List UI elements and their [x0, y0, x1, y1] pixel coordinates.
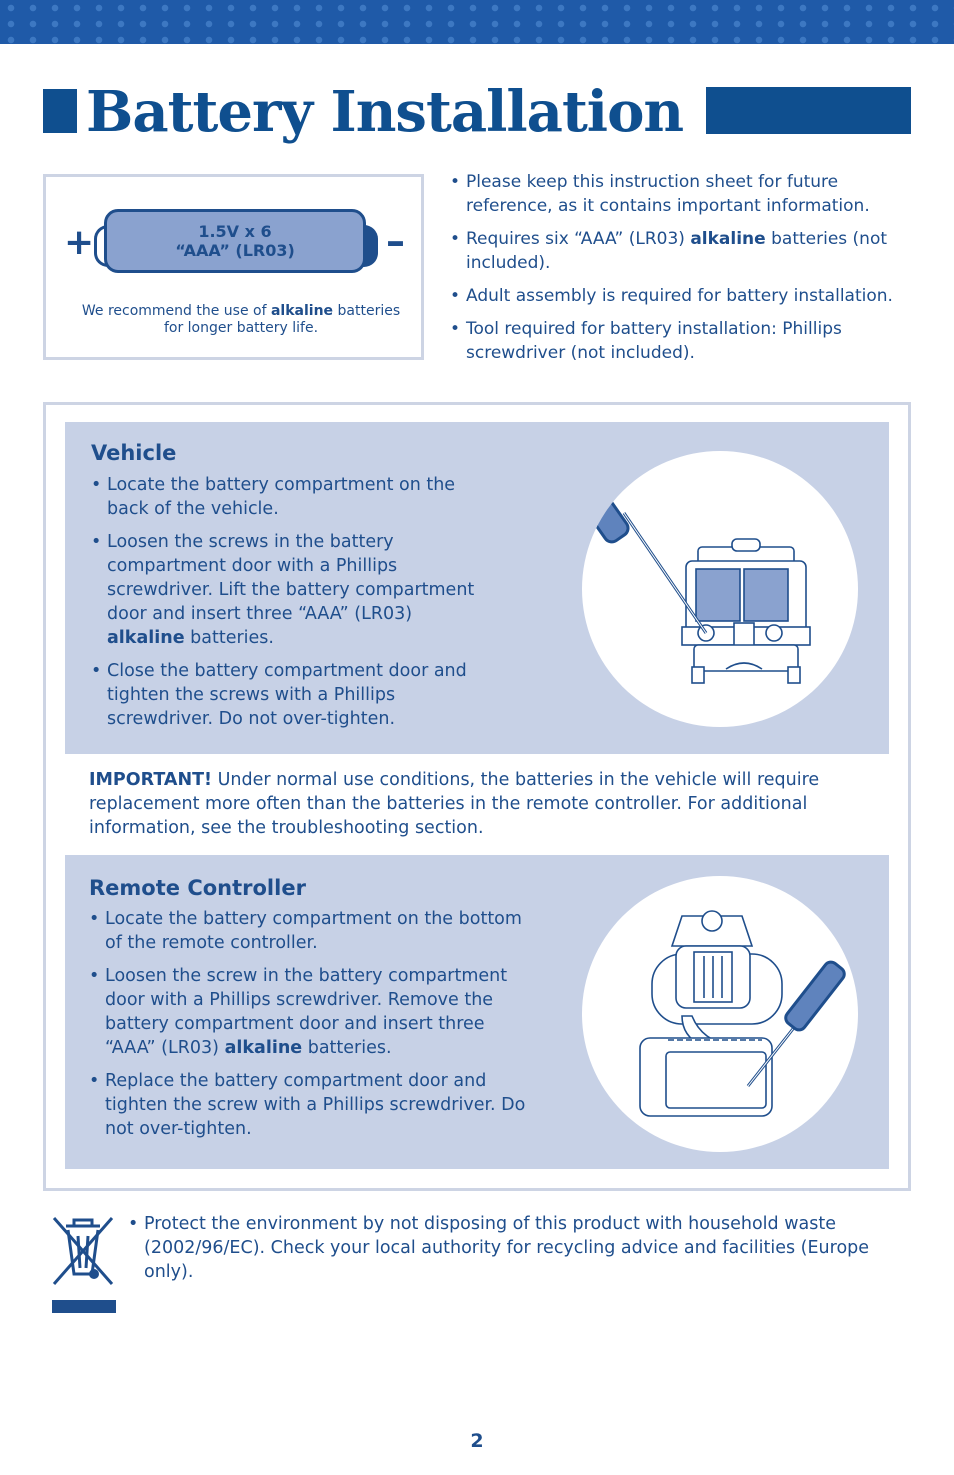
battery-info-box: [43, 174, 424, 360]
minus-symbol: –: [386, 219, 405, 263]
battery-type-label: “AAA” (LR03): [175, 241, 295, 260]
battery-voltage-label: 1.5V x 6: [198, 222, 272, 241]
page-title: Battery Installation: [86, 79, 684, 145]
list-item-text: Tool required for battery installation: Phillips screwdriver (not included).: [466, 319, 842, 363]
list-item-text: Loosen the screws in the battery compartment door with a Phillips screwdriver. Lift the battery compartment door and insert three “AAA” (LR03): [107, 532, 475, 624]
list-item-text: Close the battery compartment door and tighten the screws with a Phillips screwdriver. Do not over-tighten.: [107, 661, 467, 729]
remote-illustration: [582, 876, 858, 1152]
crossed-out-wheelie-bin-icon: [50, 1212, 116, 1314]
list-item: [91, 659, 491, 731]
title-accent-left: [43, 89, 77, 133]
list-item: [450, 227, 920, 275]
list-item: [91, 473, 491, 521]
vehicle-section-title: Vehicle: [91, 441, 177, 465]
important-note: [89, 768, 869, 840]
battery-recommendation: [76, 303, 406, 337]
environment-note: [128, 1212, 888, 1293]
list-item-text: Requires six “AAA” (LR03): [466, 229, 691, 249]
vehicle-battery-illustration: [582, 451, 858, 727]
list-item-text-end: batteries.: [302, 1038, 392, 1058]
top-dotted-band: [0, 0, 954, 44]
list-item-text-end: batteries.: [184, 628, 274, 648]
list-item-text: Adult assembly is required for battery installation.: [466, 286, 893, 306]
list-item-bold: alkaline: [107, 628, 185, 648]
caption-bold: alkaline: [270, 303, 334, 319]
remote-steps-list: [89, 907, 537, 1150]
list-item-text: Replace the battery compartment door and tighten the screw with a Phillips screwdriver. Do not over-tighten.: [105, 1071, 526, 1139]
list-item-text: Locate the battery compartment on the back of the vehicle.: [107, 475, 456, 519]
important-label: IMPORTANT!: [89, 770, 213, 790]
page-number: 2: [470, 1430, 484, 1452]
list-item: [450, 317, 920, 365]
list-item-bold: alkaline: [690, 229, 766, 249]
list-item: [89, 907, 537, 955]
list-item: [89, 1069, 537, 1141]
title-accent-right: [706, 87, 911, 134]
list-item-text-end: batteries (not included).: [466, 229, 888, 273]
list-item-text: Locate the battery compartment on the bottom of the remote controller.: [105, 909, 522, 953]
list-item-text: Loosen the screw in the battery compartment door with a Phillips screwdriver. Remove the battery compartment door and insert three “AAA” (LR03): [105, 966, 508, 1058]
list-item: [450, 170, 920, 218]
vehicle-illustration: [582, 451, 858, 727]
list-item: [128, 1212, 888, 1284]
list-item-bold: alkaline: [224, 1038, 303, 1058]
recycling-symbol-icon: [50, 1212, 116, 1314]
plus-symbol: +: [64, 222, 95, 263]
list-item-text: Protect the environment by not disposing of this product with household waste (2002/96/EC). Check your local authority for recycling advice and facilities (Europe only).: [144, 1214, 870, 1282]
caption-text: We recommend the use of: [81, 303, 271, 319]
vehicle-steps-list: [91, 473, 491, 740]
general-instructions-list: [450, 170, 920, 374]
list-item-text: Please keep this instruction sheet for future reference, as it contains important information.: [466, 172, 870, 216]
remote-battery-illustration: [582, 876, 858, 1152]
list-item: [91, 530, 491, 650]
list-item: [89, 964, 537, 1060]
list-item: [450, 284, 920, 308]
caption-text-end: batteries for longer battery life.: [163, 303, 401, 336]
remote-section-title: Remote Controller: [89, 876, 306, 900]
important-text: Under normal use conditions, the batteries in the vehicle will require replacement more often than the batteries in the remote controller. For additional information, see the troubleshooting section.: [89, 770, 820, 838]
battery-icon: [104, 209, 366, 273]
